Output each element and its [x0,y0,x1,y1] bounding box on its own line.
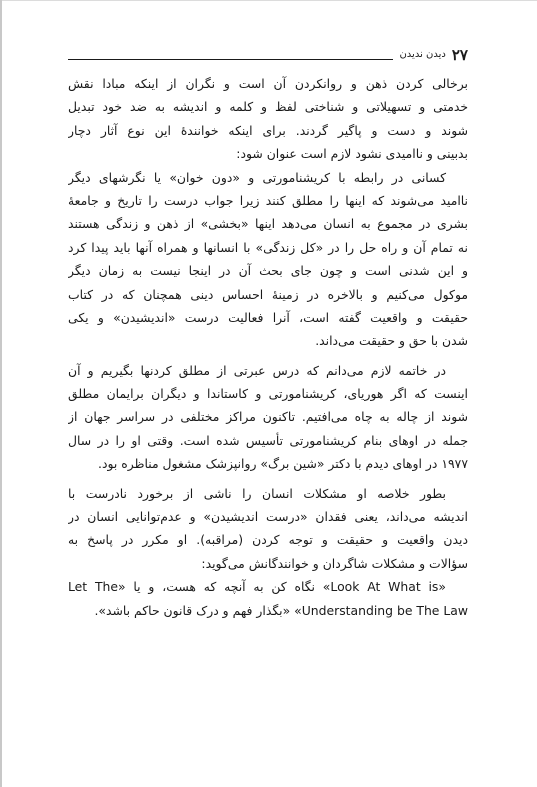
book-page [68,36,468,622]
text-line: دیدن واقعیت و حقیقت و توجه کردن (مراقبه). او مکرر در پاسخ به [68,532,468,548]
page-top-edge [0,0,537,1]
text-line: حقیقت و واقعیت گفته است، آنرا فعالیت درست «اندیشیدن» و یکی [68,309,468,325]
text-line: موکول می‌کنیم و بالاخره در زمینهٔ احساس دینی همچنان که در کتاب [68,286,468,302]
text-line: در خاتمه لازم می‌دانم که درس عبرتی از مطلق کردنها بگیریم و آن [68,362,446,378]
text-line: نه تمام آن و راه حل را در «کل زندگی» با انسانها و همراه آنها باید پیدا کرد [68,239,468,255]
running-title: دیدن ندیدن [399,49,446,60]
text-line: اینست که اگر هوریای، کریشنامورتی و کاستاندا و دیگران برایمان مطلق [68,386,468,402]
text-line: ناامید می‌شوند که اینها را مطلق کنند زیرا جواب درست را تاریخ و جامعهٔ [68,192,468,208]
text-line: ۱۹۷۷ در اوهای دیدم با دکتر «شین برگ» روانپزشک مشغول مناظره بود. [98,456,468,472]
text-line: شوند از چاله به چاه می‌افتیم. تاکنون مراکز مختلفی در سراسر جهان از [68,409,468,425]
header-rule [68,59,393,60]
text-line: سؤالات و مشکلات شاگردان و خوانندگانش می‌گوید: [201,555,468,571]
text-line: بشری در مجموع به انسان می‌دهد اینها «بخشی» از ذهن و زندگی هستند [68,216,468,232]
text-line: بدبینی و ناامیدی نشود لازم است عنوان شود: [236,146,468,162]
paragraph-1 [68,72,468,166]
text-line: برخالی کردن ذهن و روانکردن آن است و نگران از اینکه مبادا نقش [68,76,468,91]
page-header [68,36,468,64]
text-line: اندیشه می‌داند، یعنی فقدان «درست اندیشیدن» و عدم‌توانایی انسان در [68,509,468,525]
text-line: بطور خلاصه او مشکلات انسان را ناشی از برخورد نادرست با [68,485,446,501]
text-line: و این شدنی است و چون جای بحث آن در اینجا نیست به زمان دیگر [68,263,468,279]
text-line: شوند و دست و پاگیر گردند. برای اینکه خوانندهٔ این نوع آثار دچار [68,122,468,138]
paragraph-4 [68,482,468,622]
text-line: خدمتی و تسهیلاتی و شناختی لفظ و کلمه و اندیشه به ضد خود تبدیل [68,99,468,115]
paragraph-2 [68,166,468,353]
text-line: Understanding be The Law» «بگذار فهم و درک قانون حاکم باشد». [94,602,468,618]
text-line: جمله در اوهای بنام کریشنامورتی تأسیس شده است. وقتی او را در سال [68,432,468,448]
text-line: شدن با حق و حقیقت می‌داند. [315,333,468,349]
page-number: ۲۷ [451,46,468,64]
paragraph-3 [68,359,468,476]
text-line: «Look At What is» نگاه کن به آنچه که هست، و یا «Let The [68,579,446,595]
page-left-edge [0,0,2,787]
body-text [68,72,468,622]
text-line: کسانی در رابطه با کریشنامورتی و «دون خوان» یا نگرشهای دیگر [68,169,446,185]
